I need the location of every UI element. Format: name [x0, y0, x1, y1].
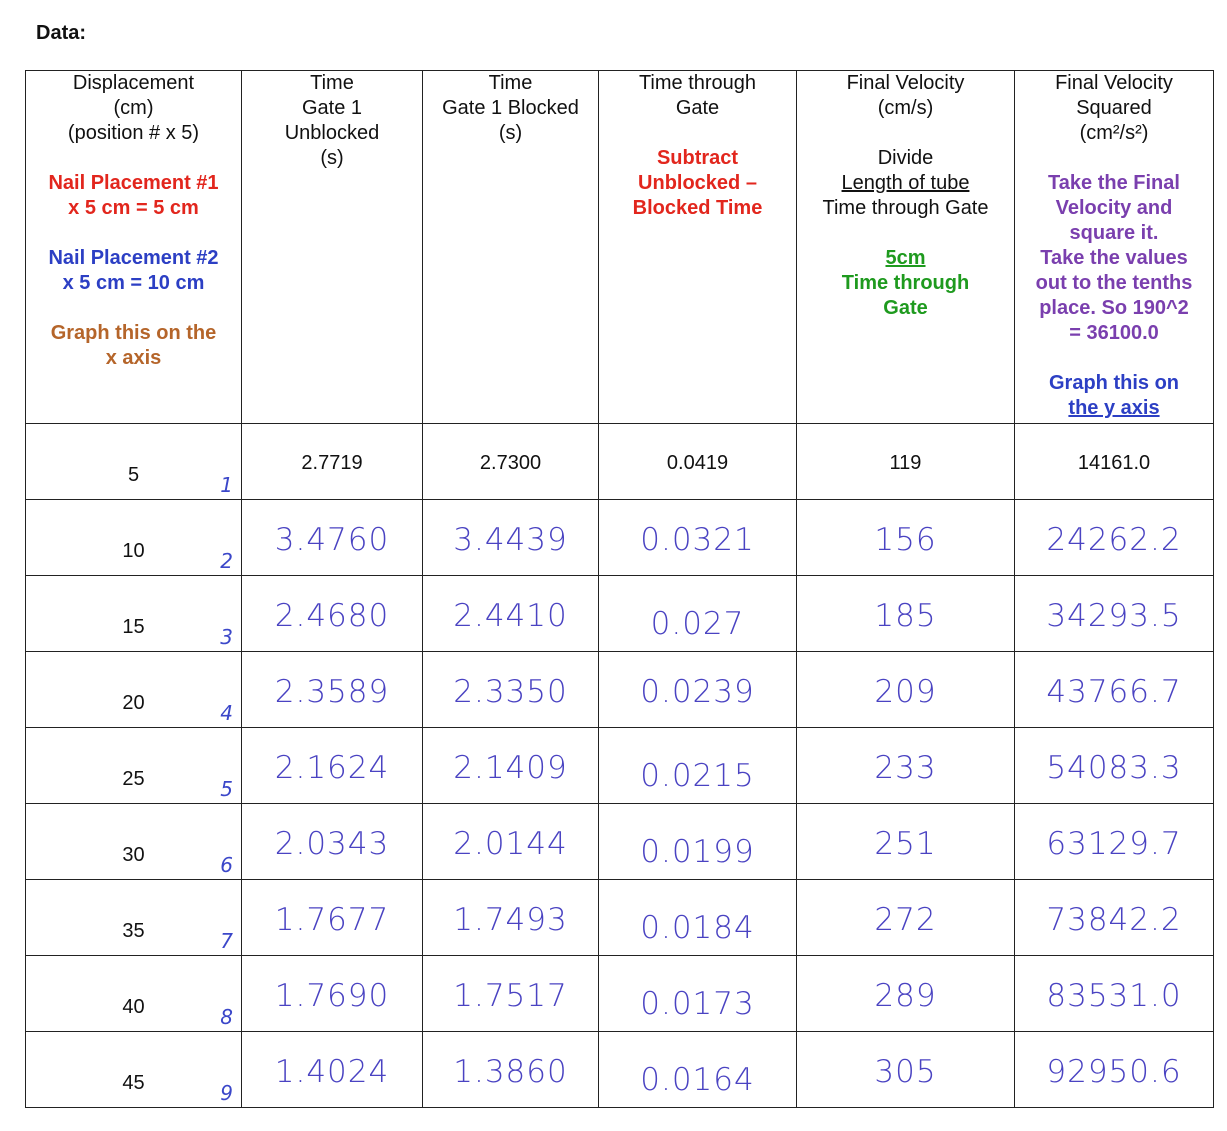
x-axis-note: Graph this on the [50, 322, 217, 344]
cell-value: 1.7677 [274, 902, 390, 938]
header-text: Time through [638, 72, 757, 94]
square-note: Take the values [1040, 247, 1188, 269]
square-note: square it. [1069, 222, 1159, 244]
divide-label: Divide [877, 147, 934, 169]
subtract-note: Subtract [656, 147, 739, 169]
cell-value: 2.0144 [453, 826, 568, 862]
cell-value: 2.7300 [479, 452, 542, 474]
header-displacement [26, 71, 242, 424]
unblocked-time-cell [242, 956, 423, 1032]
cell-value: 233 [874, 750, 937, 786]
displacement-value: 40 [122, 996, 145, 1018]
cell-value: 272 [874, 902, 937, 938]
cell-value: 14161.0 [1077, 452, 1151, 474]
position-number: 4 [220, 701, 233, 725]
unblocked-time-cell [242, 652, 423, 728]
cell-value: 1.7493 [453, 902, 568, 938]
square-note: out to the tenths [1035, 272, 1193, 294]
unblocked-time-cell [242, 500, 423, 576]
table-body [26, 424, 1214, 1108]
cell-value: 0.0239 [640, 674, 755, 710]
header-text: Gate 1 [301, 97, 363, 119]
unblocked-time-cell [242, 424, 423, 500]
cell-value: 0.0184 [640, 910, 755, 946]
unblocked-time-cell [242, 728, 423, 804]
nail-placement-2: x 5 cm = 10 cm [62, 272, 205, 294]
cell-value: 289 [874, 978, 937, 1014]
header-text: (s) [320, 147, 344, 169]
header-text: (position # x 5) [67, 122, 200, 144]
header-text: Final Velocity [1055, 72, 1173, 94]
displacement-cell [26, 804, 242, 880]
table-row [26, 652, 1214, 728]
cell-value: 63129.7 [1046, 826, 1182, 862]
position-number: 1 [220, 473, 233, 497]
cell-value: 3.4439 [453, 522, 568, 558]
cell-value: 185 [874, 598, 937, 634]
cell-value: 54083.3 [1046, 750, 1182, 786]
cell-value: 119 [889, 452, 922, 474]
cell-value: 83531.0 [1046, 978, 1182, 1014]
divide-denominator: Time through Gate [822, 197, 989, 219]
time-through-gate-cell [599, 728, 797, 804]
nail-placement-1: Nail Placement #1 [48, 172, 219, 194]
displacement-cell [26, 424, 242, 500]
header-text: Gate [675, 97, 720, 119]
displacement-value: 45 [122, 1072, 145, 1094]
blocked-time-cell [423, 880, 599, 956]
nail-placement-2: Nail Placement #2 [48, 247, 219, 269]
position-number: 7 [220, 929, 233, 953]
subtract-note: Unblocked – [638, 172, 757, 194]
square-note: Take the Final [1048, 172, 1180, 194]
cell-value: 0.0215 [640, 758, 755, 794]
cell-value: 0.0164 [640, 1062, 755, 1098]
cell-value: 3.4760 [274, 522, 390, 558]
position-number: 2 [220, 549, 233, 573]
header-text: (s) [498, 122, 523, 144]
square-note: Velocity and [1055, 197, 1173, 219]
example-denominator: Time through [841, 272, 970, 294]
cell-value: 251 [874, 826, 937, 862]
table-row [26, 500, 1214, 576]
table-row [26, 804, 1214, 880]
cell-value: 1.4024 [274, 1054, 390, 1090]
header-row [26, 71, 1214, 424]
cell-value: 209 [874, 674, 937, 710]
time-through-gate-cell [599, 576, 797, 652]
cell-value: 2.7719 [301, 452, 363, 474]
velocity-squared-cell [1015, 880, 1214, 956]
displacement-value: 35 [122, 920, 145, 942]
cell-value: 2.1409 [453, 750, 568, 786]
header-text: Squared [1076, 97, 1152, 119]
header-text: Time [488, 72, 533, 94]
header-text: (cm) [113, 97, 154, 119]
time-through-gate-cell [599, 804, 797, 880]
blocked-time-cell [423, 804, 599, 880]
time-through-gate-cell [599, 880, 797, 956]
unblocked-time-cell [242, 804, 423, 880]
header-text: Time [310, 72, 354, 94]
position-number: 9 [220, 1081, 233, 1105]
cell-value: 0.0321 [640, 522, 755, 558]
header-text: Gate 1 Blocked [442, 97, 579, 119]
cell-value: 156 [874, 522, 937, 558]
position-number: 3 [220, 625, 233, 649]
cell-value: 1.7690 [274, 978, 390, 1014]
x-axis-note: x axis [105, 347, 162, 369]
cell-value: 2.1624 [274, 750, 390, 786]
displacement-cell [26, 728, 242, 804]
unblocked-time-cell [242, 576, 423, 652]
final-velocity-cell [797, 424, 1015, 500]
final-velocity-cell [797, 1032, 1015, 1108]
nail-placement-1: x 5 cm = 5 cm [68, 197, 199, 219]
cell-value: 92950.6 [1046, 1054, 1182, 1090]
square-note: place. So 190^2 [1039, 297, 1189, 319]
cell-value: 2.3350 [453, 674, 568, 710]
cell-value: 2.4410 [453, 598, 568, 634]
final-velocity-cell [797, 500, 1015, 576]
cell-value: 0.027 [650, 606, 745, 642]
square-note: = 36100.0 [1069, 322, 1159, 344]
displacement-cell [26, 1032, 242, 1108]
table-row [26, 728, 1214, 804]
data-table [25, 70, 1214, 1108]
final-velocity-cell [797, 728, 1015, 804]
blocked-time-cell [423, 424, 599, 500]
divide-numerator: Length of tube [841, 172, 970, 194]
cell-value: 34293.5 [1046, 598, 1182, 634]
cell-value: 0.0199 [640, 834, 755, 870]
table-row [26, 424, 1214, 500]
header-blocked [423, 71, 599, 424]
header-final-velocity [797, 71, 1015, 424]
header-text: Unblocked [284, 122, 380, 144]
header-text: (cm/s) [877, 97, 934, 119]
displacement-value: 25 [122, 768, 145, 790]
final-velocity-cell [797, 652, 1015, 728]
final-velocity-cell [797, 956, 1015, 1032]
cell-value: 305 [874, 1054, 937, 1090]
cell-value: 2.4680 [274, 598, 390, 634]
final-velocity-cell [797, 576, 1015, 652]
displacement-value: 15 [122, 616, 145, 638]
velocity-squared-cell [1015, 500, 1214, 576]
cell-value: 2.0343 [274, 826, 390, 862]
velocity-squared-cell [1015, 956, 1214, 1032]
blocked-time-cell [423, 576, 599, 652]
cell-value: 0.0173 [640, 986, 755, 1022]
header-velocity-squared [1015, 71, 1214, 424]
blocked-time-cell [423, 728, 599, 804]
position-number: 6 [220, 853, 233, 877]
displacement-cell [26, 956, 242, 1032]
table-row [26, 956, 1214, 1032]
header-time-through-gate [599, 71, 797, 424]
blocked-time-cell [423, 500, 599, 576]
blocked-time-cell [423, 956, 599, 1032]
time-through-gate-cell [599, 424, 797, 500]
example-denominator: Gate [883, 297, 928, 319]
cell-value: 0.0419 [666, 452, 729, 474]
header-text: Final Velocity [846, 72, 965, 94]
position-number: 8 [220, 1005, 233, 1029]
cell-value: 43766.7 [1046, 674, 1182, 710]
displacement-cell [26, 652, 242, 728]
time-through-gate-cell [599, 652, 797, 728]
unblocked-time-cell [242, 880, 423, 956]
header-text: Displacement [72, 72, 195, 94]
displacement-value: 20 [122, 692, 145, 714]
y-axis-note: the y axis [1068, 397, 1160, 419]
displacement-value: 30 [122, 844, 145, 866]
cell-value: 1.3860 [453, 1054, 568, 1090]
cell-value: 2.3589 [274, 674, 390, 710]
blocked-time-cell [423, 1032, 599, 1108]
final-velocity-cell [797, 804, 1015, 880]
header-text: (cm²/s²) [1079, 122, 1149, 144]
displacement-cell [26, 576, 242, 652]
y-axis-note: Graph this on [1049, 372, 1179, 394]
velocity-squared-cell [1015, 804, 1214, 880]
table-row [26, 576, 1214, 652]
cell-value: 24262.2 [1046, 522, 1182, 558]
time-through-gate-cell [599, 956, 797, 1032]
displacement-cell [26, 880, 242, 956]
unblocked-time-cell [242, 1032, 423, 1108]
header-unblocked [242, 71, 423, 424]
velocity-squared-cell [1015, 576, 1214, 652]
table-row [26, 1032, 1214, 1108]
time-through-gate-cell [599, 500, 797, 576]
subtract-note: Blocked Time [632, 197, 763, 219]
blocked-time-cell [423, 652, 599, 728]
velocity-squared-cell [1015, 728, 1214, 804]
cell-value: 73842.2 [1046, 902, 1182, 938]
table-row [26, 880, 1214, 956]
example-numerator: 5cm [885, 247, 926, 269]
displacement-value: 10 [122, 540, 145, 562]
displacement-cell [26, 500, 242, 576]
velocity-squared-cell [1015, 424, 1214, 500]
final-velocity-cell [797, 880, 1015, 956]
time-through-gate-cell [599, 1032, 797, 1108]
cell-value: 1.7517 [453, 978, 568, 1014]
velocity-squared-cell [1015, 652, 1214, 728]
position-number: 5 [220, 777, 233, 801]
page-title: Data: [36, 22, 87, 44]
displacement-value: 5 [127, 464, 140, 486]
velocity-squared-cell [1015, 1032, 1214, 1108]
